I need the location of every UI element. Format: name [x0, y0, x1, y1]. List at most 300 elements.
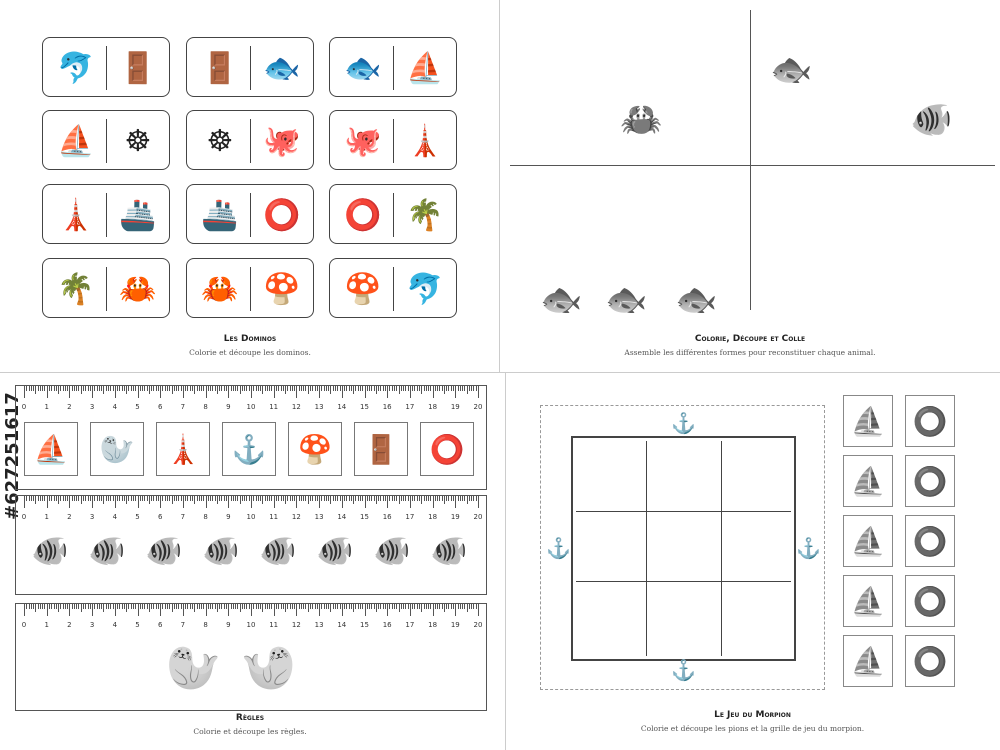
- ruler-tick: [185, 496, 186, 501]
- ruler-tick: [85, 496, 86, 501]
- ruler-tick: [399, 496, 400, 504]
- ruler-tick: [471, 496, 472, 501]
- ruler-tick: [128, 604, 129, 609]
- ruler-tick: [376, 496, 377, 504]
- ruler-tick: [72, 386, 73, 391]
- domino-left-icon: 🚪: [201, 50, 239, 86]
- ruler-tick: [403, 386, 404, 391]
- ruler-tick: [187, 496, 188, 501]
- ruler-tick: [478, 496, 479, 508]
- domino-divider: [106, 193, 107, 237]
- domino-left-icon: ☸: [206, 123, 234, 159]
- ruler-tick: [294, 386, 295, 391]
- domino-divider: [106, 119, 107, 163]
- ruler-tick: [24, 386, 25, 398]
- ruler-tick: [210, 604, 211, 609]
- ruler-tick: [185, 386, 186, 391]
- domino-left-icon: 🦀: [201, 271, 239, 307]
- ruler-tick: [183, 496, 184, 508]
- puzzle-shape-icon: 🐠: [910, 100, 953, 140]
- rulers-subtitle: Colorie et découpe les règles.: [193, 727, 307, 736]
- ruler-tick: [383, 386, 384, 391]
- ruler-tick: [147, 386, 148, 391]
- ruler-tick: [219, 386, 220, 391]
- ruler-tick: [340, 604, 341, 609]
- ruler-tick: [38, 386, 39, 391]
- ruler-tick: [426, 496, 427, 501]
- ruler-tick: [78, 604, 79, 609]
- ruler-tick: [353, 604, 354, 612]
- ruler-tick: [158, 386, 159, 391]
- ruler-tick: [346, 386, 347, 391]
- ruler-number: 16: [382, 621, 392, 629]
- puzzle-shape-icon: 🐟: [540, 280, 583, 320]
- ruler-tick: [203, 496, 204, 501]
- ruler-tick: [455, 604, 456, 616]
- ruler-tick: [344, 386, 345, 391]
- ruler-tick: [412, 496, 413, 501]
- ruler-tick: [448, 496, 449, 501]
- ruler-tick: [231, 496, 232, 501]
- ruler-tick: [35, 604, 36, 612]
- ruler-tick: [330, 604, 331, 612]
- ruler-tick: [117, 604, 118, 609]
- ruler-tick: [78, 386, 79, 391]
- ruler-tick: [453, 604, 454, 609]
- ruler-tick: [401, 386, 402, 391]
- ruler-tick: [94, 604, 95, 609]
- ruler-tick: [212, 604, 213, 609]
- ruler-number: 5: [135, 513, 140, 521]
- ruler-tick: [197, 604, 198, 609]
- ruler-tick: [158, 604, 159, 609]
- ruler-tick: [292, 604, 293, 609]
- domino-right-icon: ⭕: [263, 197, 301, 233]
- ruler-tick: [403, 496, 404, 501]
- ruler-tick: [117, 496, 118, 501]
- ruler-tick: [221, 604, 222, 609]
- ruler-tick: [256, 386, 257, 391]
- ruler-tick: [26, 496, 27, 501]
- ruler-tick: [442, 496, 443, 501]
- ruler-tick: [433, 604, 434, 616]
- domino-tile: [42, 37, 170, 97]
- ruler-tick: [128, 386, 129, 391]
- ruler-tick: [478, 386, 479, 398]
- ruler-number: 6: [157, 403, 163, 411]
- ruler-tick: [360, 496, 361, 501]
- ruler-tick: [74, 496, 75, 501]
- ruler-tick: [394, 604, 395, 609]
- domino-left-icon: 🍄: [344, 271, 382, 307]
- ruler-tick: [31, 386, 32, 391]
- ruler-tick: [233, 386, 234, 391]
- domino-tile: [186, 110, 314, 170]
- ruler-tick: [49, 386, 50, 391]
- dominos-subtitle: Colorie et découpe les dominos.: [189, 348, 311, 357]
- divider-vertical-bottom: [505, 372, 506, 750]
- ruler-tick: [330, 386, 331, 394]
- ruler-tick: [144, 386, 145, 391]
- ruler-tick: [321, 386, 322, 391]
- ruler-tick: [181, 604, 182, 609]
- ruler-tick: [260, 386, 261, 391]
- ruler-tick: [167, 496, 168, 501]
- ruler-tick: [190, 496, 191, 501]
- ruler-tick: [99, 604, 100, 609]
- ruler-tick: [212, 386, 213, 391]
- ruler-tick: [387, 496, 388, 508]
- ruler-tick: [467, 496, 468, 504]
- ruler-tick: [103, 604, 104, 612]
- ruler-tick: [201, 604, 202, 609]
- ruler-tick: [358, 386, 359, 391]
- ruler-tick: [426, 386, 427, 391]
- piece-buoy: ⭕: [905, 575, 955, 627]
- ruler-number: 14: [337, 621, 347, 629]
- ruler-tick: [233, 496, 234, 501]
- ruler-tick: [326, 496, 327, 501]
- ruler-tick: [192, 496, 193, 501]
- anchor-icon: ⚓: [546, 536, 571, 560]
- ruler-tick: [430, 386, 431, 391]
- ruler-tick: [421, 496, 422, 504]
- ruler-tick: [144, 604, 145, 609]
- piece-boat: ⛵: [843, 635, 893, 687]
- ruler-tick: [35, 496, 36, 504]
- ruler-tick: [237, 496, 238, 501]
- ruler-tick: [244, 604, 245, 609]
- ruler-tick: [242, 386, 243, 391]
- ruler-tick: [256, 604, 257, 609]
- ruler-tick: [265, 604, 266, 609]
- ruler-tick: [113, 496, 114, 501]
- ruler-tick: [176, 496, 177, 501]
- ruler-tick: [167, 604, 168, 609]
- ruler-tick: [271, 496, 272, 501]
- ruler-tick: [42, 386, 43, 391]
- ruler-tick: [212, 496, 213, 501]
- ruler-tick: [453, 386, 454, 391]
- ruler-tick: [176, 386, 177, 391]
- ruler-tick: [342, 386, 343, 398]
- ruler-tick: [335, 386, 336, 391]
- ruler-tick: [94, 386, 95, 391]
- ruler-tick: [160, 386, 161, 398]
- piece-boat: ⛵: [843, 395, 893, 447]
- ruler-tick: [453, 496, 454, 501]
- fish-icon: 🐠: [316, 534, 354, 569]
- ruler-number: 0: [21, 621, 27, 629]
- ruler-tick: [464, 386, 465, 391]
- ruler-tick: [162, 604, 163, 609]
- puzzle-shape-icon: 🐟: [770, 50, 813, 90]
- domino-tile: [329, 37, 457, 97]
- ruler-tick: [335, 496, 336, 501]
- ruler-tick: [237, 604, 238, 609]
- ruler-tick: [115, 604, 116, 616]
- ruler-number: 0: [21, 513, 27, 521]
- ruler-tick: [315, 604, 316, 609]
- ruler-number: 8: [203, 621, 208, 629]
- ruler-tick: [346, 604, 347, 609]
- ruler-tick: [419, 604, 420, 609]
- ruler-tick: [217, 386, 218, 394]
- ruler-tick: [151, 496, 152, 501]
- ruler-tick: [203, 604, 204, 609]
- ruler-tick: [113, 386, 114, 391]
- ruler-tick: [103, 496, 104, 504]
- ruler-tick: [396, 386, 397, 391]
- ruler-tick: [437, 496, 438, 501]
- ruler-tick: [433, 386, 434, 398]
- ruler-tick: [283, 496, 284, 501]
- anchor-icon: ⚓: [671, 411, 696, 435]
- ruler-tick: [197, 386, 198, 391]
- ruler-tick: [231, 386, 232, 391]
- ruler-tick: [462, 604, 463, 609]
- ruler-tick: [421, 386, 422, 394]
- domino-right-icon: 🐙: [263, 123, 301, 159]
- ruler-tick: [237, 386, 238, 391]
- ruler-tick: [333, 604, 334, 609]
- ruler-tick: [403, 604, 404, 609]
- ruler-tick: [156, 604, 157, 609]
- ruler-tick: [56, 386, 57, 391]
- ruler-picture-icon: 🗼: [156, 422, 210, 476]
- ruler-tick: [458, 604, 459, 609]
- ruler-tick: [58, 386, 59, 394]
- ruler-tick: [253, 604, 254, 609]
- ruler-tick: [290, 496, 291, 501]
- ruler-tick: [355, 604, 356, 609]
- ruler-tick: [408, 496, 409, 501]
- ruler-tick: [392, 386, 393, 391]
- ruler-number: 1: [44, 403, 49, 411]
- ruler-tick: [63, 496, 64, 501]
- ruler-tick: [201, 496, 202, 501]
- ruler-tick: [33, 386, 34, 391]
- ruler-number: 11: [269, 513, 279, 521]
- ruler-tick: [451, 496, 452, 501]
- ruler-tick: [119, 604, 120, 609]
- ruler-tick: [405, 386, 406, 391]
- ruler-tick: [29, 496, 30, 501]
- ruler-tick: [299, 386, 300, 391]
- ruler-tick: [244, 496, 245, 501]
- ruler-tick: [235, 496, 236, 501]
- ruler-tick: [414, 604, 415, 609]
- ruler-tick: [44, 496, 45, 501]
- ruler-tick: [417, 386, 418, 391]
- ruler-tick: [428, 604, 429, 609]
- domino-right-icon: 🐬: [406, 271, 444, 307]
- ruler-tick: [106, 496, 107, 501]
- ruler-tick: [469, 496, 470, 501]
- ruler-tick: [88, 496, 89, 501]
- ruler-tick: [142, 604, 143, 609]
- ruler-tick: [308, 604, 309, 612]
- ruler-tick: [199, 604, 200, 609]
- ruler-tick: [128, 496, 129, 501]
- ruler-tick: [83, 496, 84, 501]
- ruler-tick: [371, 604, 372, 609]
- ruler-tick: [194, 604, 195, 612]
- ruler-tick: [476, 496, 477, 501]
- ruler-tick: [276, 386, 277, 391]
- ruler-tick: [47, 604, 48, 616]
- ruler-tick: [424, 604, 425, 609]
- ruler-tick: [458, 496, 459, 501]
- ruler-tick: [51, 604, 52, 609]
- ruler-tick: [317, 386, 318, 391]
- ruler-tick: [126, 386, 127, 394]
- ruler-tick: [92, 496, 93, 508]
- ruler-tick: [328, 604, 329, 609]
- ruler-tick: [228, 496, 229, 508]
- domino-tile: [329, 184, 457, 244]
- ruler-tick: [262, 496, 263, 504]
- domino-left-icon: ⭕: [344, 197, 382, 233]
- domino-right-icon: 🗼: [406, 123, 444, 159]
- ruler-tick: [430, 604, 431, 609]
- ruler-tick: [249, 496, 250, 501]
- ruler-tick: [215, 386, 216, 391]
- ruler-number: 9: [226, 513, 231, 521]
- divider-horizontal: [0, 372, 1000, 373]
- ruler-tick: [178, 496, 179, 501]
- ruler-number: 9: [226, 403, 231, 411]
- ruler-tick: [328, 496, 329, 501]
- ruler-tick: [240, 604, 241, 612]
- ruler-tick: [60, 386, 61, 391]
- ruler-tick: [276, 496, 277, 501]
- ruler-tick: [69, 604, 70, 616]
- ruler-tick: [224, 604, 225, 609]
- ruler-tick: [374, 496, 375, 501]
- ruler-tick: [138, 496, 139, 508]
- ruler-tick: [81, 604, 82, 612]
- ruler-tick: [394, 386, 395, 391]
- ruler-tick: [351, 496, 352, 501]
- ruler-tick: [44, 386, 45, 391]
- ruler-tick: [365, 386, 366, 398]
- domino-right-icon: 🚢: [119, 197, 157, 233]
- domino-divider: [393, 46, 394, 90]
- ruler-tick: [219, 496, 220, 501]
- ruler-tick: [160, 604, 161, 616]
- ruler-picture-icon: 🦭: [90, 422, 144, 476]
- ruler-tick: [296, 386, 297, 398]
- ruler-tick: [464, 496, 465, 501]
- ruler-tick: [97, 496, 98, 501]
- ruler-number: 20: [473, 621, 483, 629]
- ruler-tick: [460, 604, 461, 609]
- ruler-tick: [215, 496, 216, 501]
- ruler-tick: [178, 386, 179, 391]
- ruler-tick: [428, 496, 429, 501]
- ruler-tick: [54, 386, 55, 391]
- ruler-tick: [251, 496, 252, 508]
- ruler-number: 14: [337, 513, 347, 521]
- ruler-tick: [349, 386, 350, 391]
- ruler-number: 7: [180, 403, 186, 411]
- ruler-number: 20: [473, 513, 483, 521]
- ruler-tick: [65, 386, 66, 391]
- ruler-tick: [133, 496, 134, 501]
- ruler-tick: [217, 604, 218, 612]
- ruler-tick: [260, 604, 261, 609]
- ruler-tick: [108, 604, 109, 609]
- ruler-tick: [115, 386, 116, 398]
- ruler-picture-icon: ⚓: [222, 422, 276, 476]
- fish-icon: 🐠: [430, 534, 468, 569]
- ruler-tick: [337, 496, 338, 501]
- ruler-tick: [208, 386, 209, 391]
- ruler-tick: [208, 604, 209, 609]
- ruler-number: 8: [203, 403, 208, 411]
- ruler-tick: [149, 496, 150, 504]
- ruler-tick: [439, 386, 440, 391]
- ruler-number: 10: [246, 621, 256, 629]
- ruler-tick: [153, 496, 154, 501]
- ruler-tick: [315, 386, 316, 391]
- puzzle-panel: [510, 10, 995, 330]
- ruler-tick: [389, 604, 390, 609]
- ruler-tick: [67, 604, 68, 609]
- ruler-tick: [90, 386, 91, 391]
- ruler-tick: [385, 604, 386, 609]
- domino-divider: [393, 267, 394, 311]
- ruler-tick: [292, 386, 293, 391]
- ruler-tick: [194, 496, 195, 504]
- ruler-tick: [226, 604, 227, 609]
- ruler-number: 7: [180, 513, 186, 521]
- domino-left-icon: 🐟: [344, 50, 382, 86]
- ruler-tick: [367, 496, 368, 501]
- ruler-tick: [462, 386, 463, 391]
- ruler-tick: [149, 604, 150, 612]
- ruler-number: 20: [473, 403, 483, 411]
- ruler-tick: [269, 604, 270, 609]
- ruler-number: 13: [314, 513, 324, 521]
- ruler-tick: [446, 604, 447, 609]
- ruler-tick: [92, 604, 93, 616]
- ruler-tick: [131, 496, 132, 501]
- ruler-tick: [183, 386, 184, 398]
- domino-right-icon: 🐟: [263, 50, 301, 86]
- ruler-tick: [358, 496, 359, 501]
- piece-boat: ⛵: [843, 575, 893, 627]
- ruler-number: 11: [269, 621, 279, 629]
- ruler-tick: [262, 604, 263, 612]
- ruler-tick: [312, 604, 313, 609]
- ruler-tick: [178, 604, 179, 609]
- ruler-tick: [187, 386, 188, 391]
- ruler-tick: [226, 386, 227, 391]
- ruler-tick: [72, 604, 73, 609]
- ruler-tick: [224, 496, 225, 501]
- ruler-tick: [349, 604, 350, 609]
- ruler-tick: [399, 386, 400, 394]
- piece-boat: ⛵: [843, 515, 893, 567]
- ruler-tick: [335, 604, 336, 609]
- ruler-tick: [169, 496, 170, 501]
- ruler-tick: [258, 604, 259, 609]
- ruler-tick: [351, 386, 352, 391]
- ruler-tick: [281, 604, 282, 609]
- ruler-tick: [249, 386, 250, 391]
